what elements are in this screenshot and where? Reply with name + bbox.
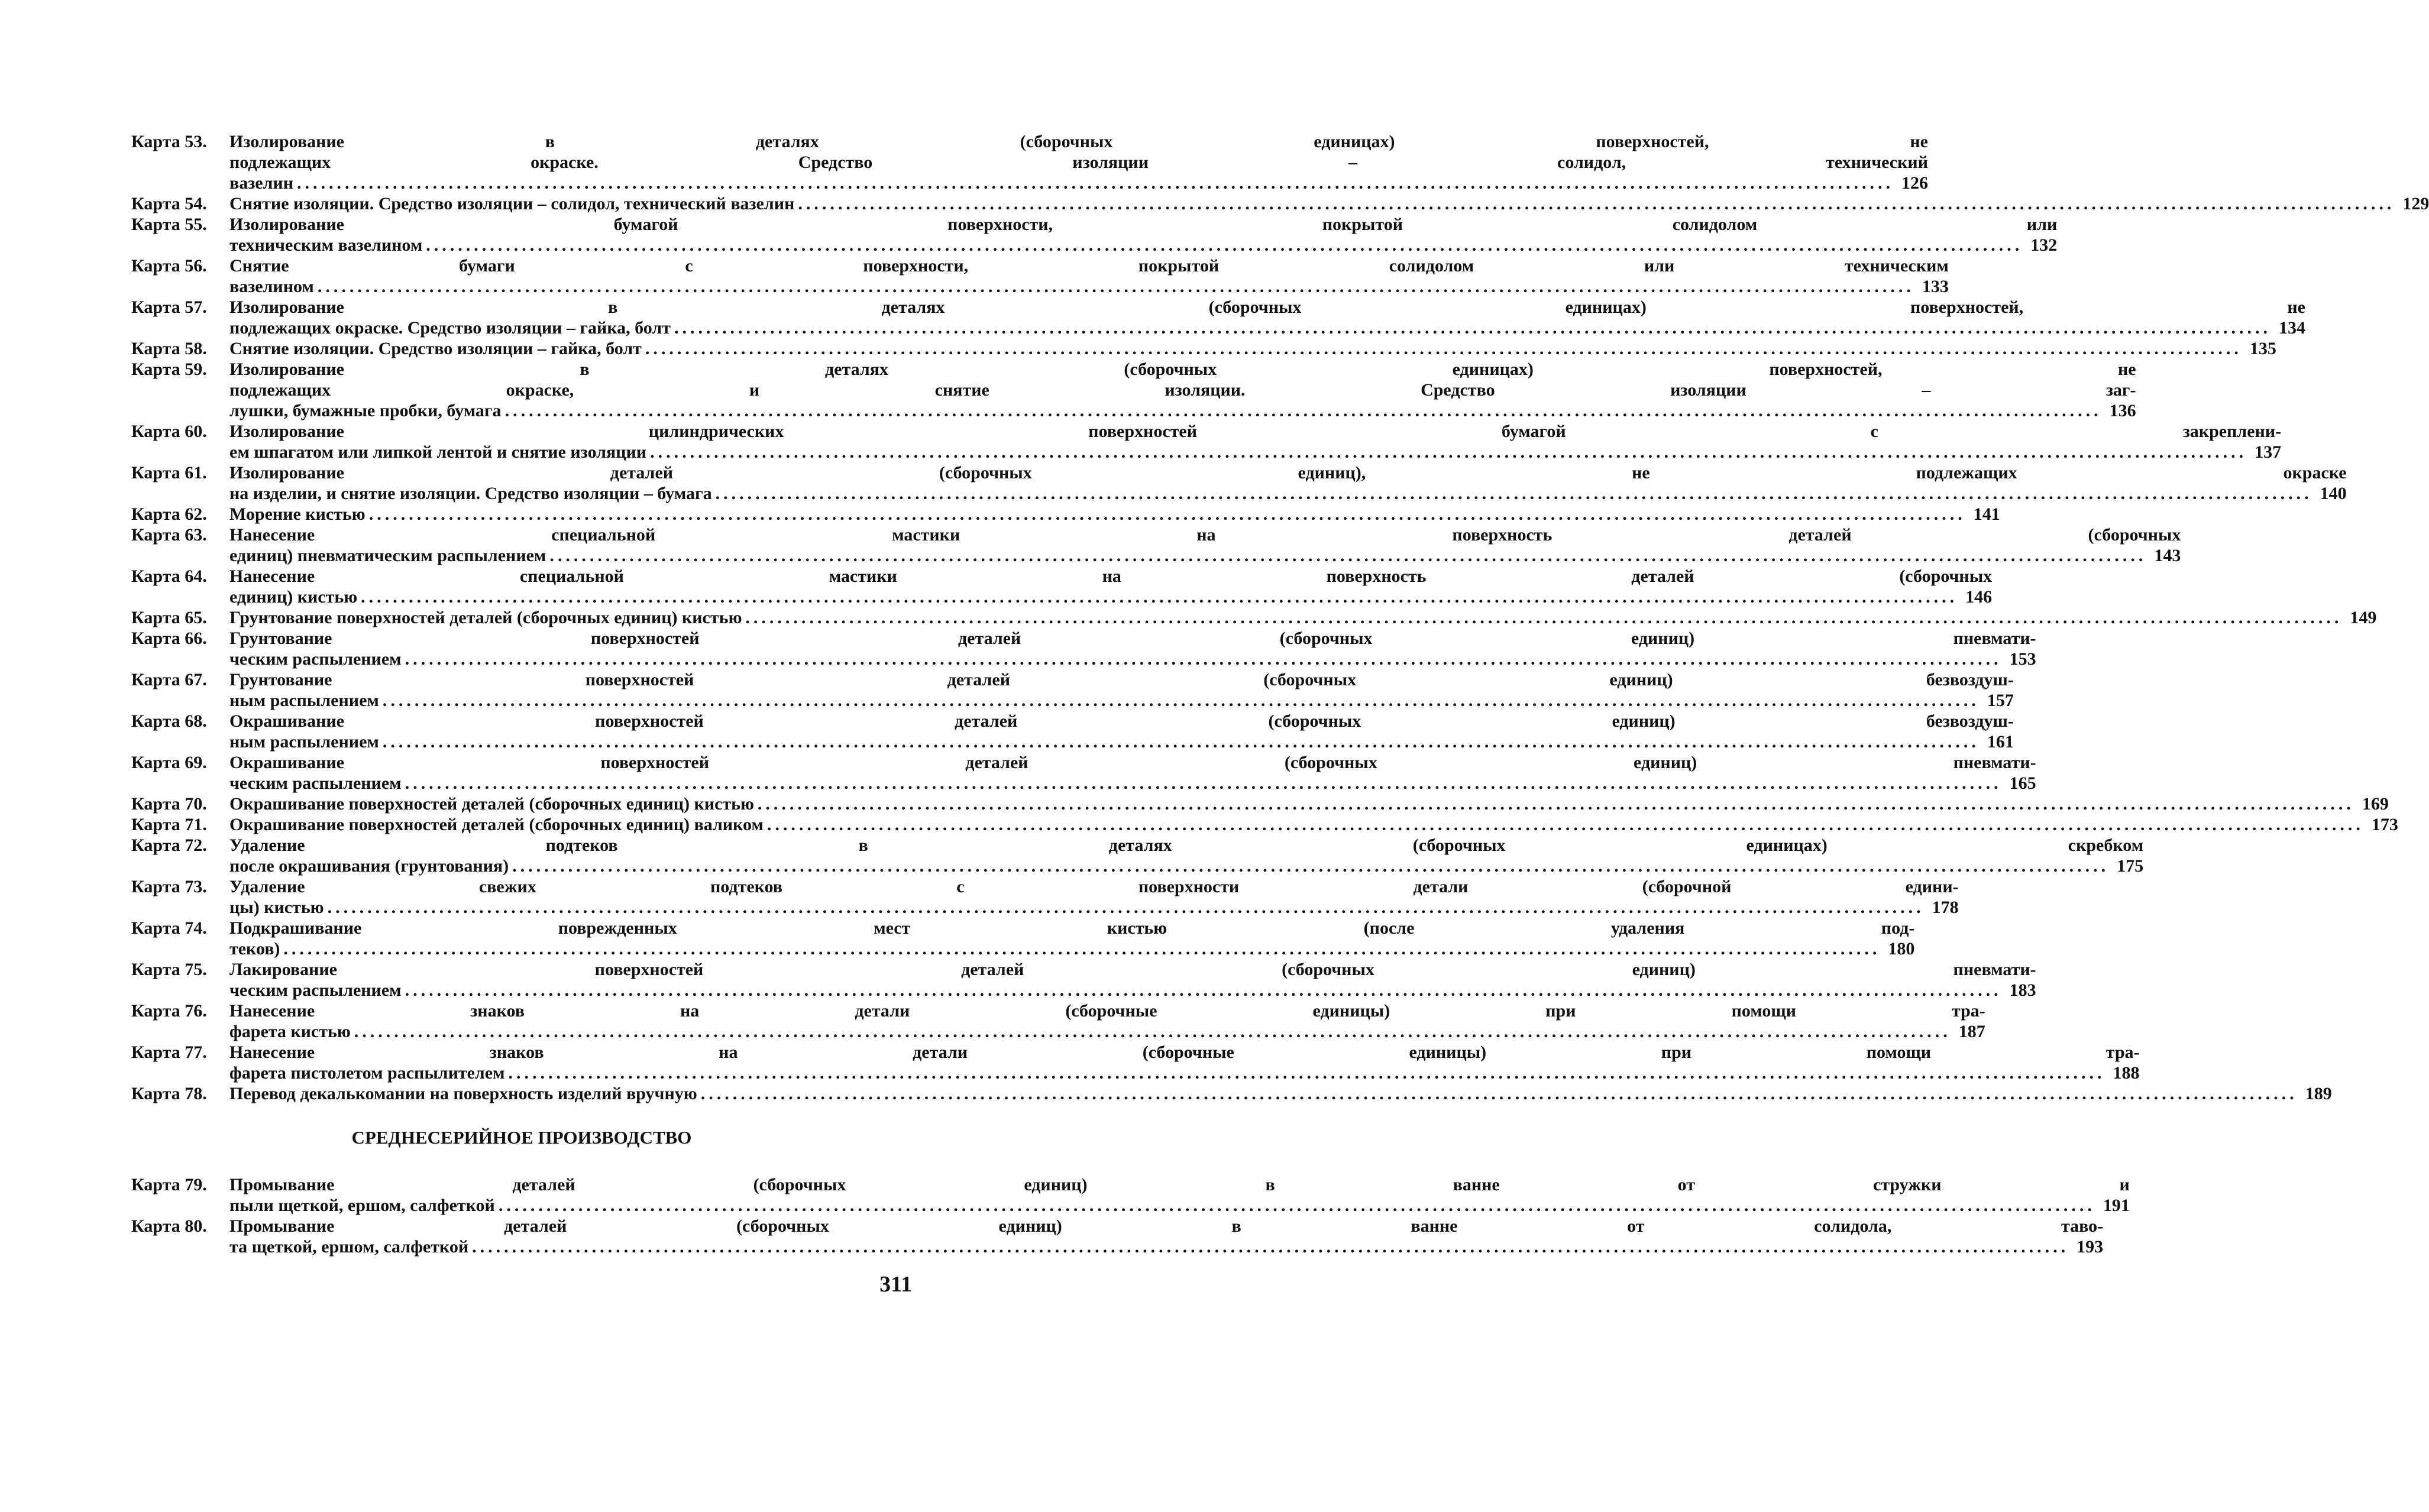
toc-entry-label: Карта 56.: [131, 256, 207, 276]
toc-entry-title-line: фарета пистолетом распылителем: [229, 1063, 505, 1083]
toc-entry-label: Карта 55.: [131, 215, 207, 234]
dot-leader: ........................................................................................................................................................................................................: [327, 898, 1925, 917]
toc-entry-label: Карта 60.: [131, 422, 207, 441]
toc-entry-label: Карта 54.: [131, 194, 207, 213]
toc-entry-page: 126: [1901, 173, 1928, 193]
dot-leader: ........................................................................................................................................................................................................: [798, 194, 2395, 213]
toc-entry-title-line: Морение кистью: [229, 504, 366, 524]
toc-entry: [131, 1083, 2332, 1104]
dot-leader: ........................................................................................................................................................................................................: [504, 401, 2102, 420]
toc-entry-page: 141: [1973, 504, 2000, 524]
toc-entry-title-line: Грунтование поверхностей деталей (сборочных единиц) кистью: [229, 608, 742, 627]
toc-entry-title-line: после окрашивания (грунтования): [229, 856, 509, 876]
toc-entry-title-line: Снятие бумаги с поверхности, покрытой солидолом или техническим: [229, 256, 1949, 276]
dot-leader: ........................................................................................................................................................................................................: [700, 1084, 2298, 1103]
toc-entry-label: Карта 61.: [131, 463, 207, 483]
toc-entry-page: 173: [2371, 815, 2398, 834]
toc-entry: [131, 504, 2000, 524]
toc-section-1: [131, 131, 2429, 1104]
dot-leader: ........................................................................................................................................................................................................: [472, 1237, 2069, 1257]
toc-entry: [131, 462, 2347, 504]
toc-entry-label: Карта 59.: [131, 360, 207, 379]
toc-entry-title-line: Изолирование в деталях (сборочных единицах) поверхностей, не: [229, 360, 2136, 379]
toc-entry-title-line: подлежащих окраске. Средство изоляции – солидол, технический: [229, 153, 1928, 172]
dot-leader: ........................................................................................................................................................................................................: [382, 691, 1980, 710]
toc-entry: [131, 835, 2144, 876]
toc-entry-title-line: Перевод декалькомании на поверхность изделий вручную: [229, 1084, 697, 1103]
toc-entry-title-line: ческим распылением: [229, 773, 402, 793]
toc-entry: [131, 131, 1928, 193]
dot-leader: ........................................................................................................................................................................................................: [650, 442, 2247, 462]
toc-entry-page: 189: [2305, 1084, 2332, 1103]
toc-entry-title-line: Грунтование поверхностей деталей (сборочных единиц) пневмати-: [229, 629, 2036, 648]
dot-leader: ........................................................................................................................................................................................................: [498, 1196, 2095, 1215]
dot-leader: ........................................................................................................................................................................................................: [766, 815, 2364, 834]
toc-entry: [131, 255, 1949, 297]
toc-entry-title-line: ческим распылением: [229, 980, 402, 1000]
toc-entry-title-line: подлежащих окраске, и снятие изоляции. Средство изоляции – заг-: [229, 380, 2136, 400]
dot-leader: ........................................................................................................................................................................................................: [283, 939, 1881, 959]
toc-entry-page: 188: [2113, 1063, 2140, 1083]
toc-entry-title-line: Изолирование цилиндрических поверхностей бумагой с закреплени-: [229, 422, 2282, 441]
toc-entry: [131, 1216, 2104, 1257]
toc-entry: [131, 876, 1959, 918]
toc-entry: [131, 524, 2181, 566]
toc-entry-page: 175: [2117, 856, 2144, 876]
toc-entry-title-line: Промывание деталей (сборочных единиц) в ванне от солидола, таво-: [229, 1216, 2104, 1236]
toc-entry-page: 143: [2154, 546, 2181, 565]
toc-entry-title-line: Окрашивание поверхностей деталей (сборочных единиц) валиком: [229, 815, 764, 834]
toc-entry-title-line: ным распылением: [229, 691, 379, 710]
toc-entry-label: Карта 65.: [131, 608, 207, 627]
dot-leader: ........................................................................................................................................................................................................: [405, 773, 2002, 793]
toc-entry-title-line: Лакирование поверхностей деталей (сборочных единиц) пневмати-: [229, 960, 2036, 979]
toc-entry-title-line: Удаление подтеков в деталях (сборочных единицах) скребком: [229, 836, 2144, 855]
toc-entry: [131, 752, 2036, 794]
toc-entry-title-line: Окрашивание поверхностей деталей (сборочных единиц) кистью: [229, 794, 754, 814]
toc-entry: [131, 918, 1915, 959]
toc-entry-label: Карта 71.: [131, 815, 207, 834]
toc-entry: [131, 794, 2389, 814]
toc-entry-label: Карта 57.: [131, 297, 207, 317]
dot-leader: ........................................................................................................................................................................................................: [368, 504, 1966, 524]
toc-entry: [131, 1174, 2130, 1216]
toc-entry-title-line: лушки, бумажные пробки, бумага: [229, 401, 502, 420]
toc-entry-page: 183: [2009, 980, 2036, 1000]
toc-entry-page: 161: [1987, 732, 2014, 752]
toc-entry-title-line: Изолирование в деталях (сборочных единицах) поверхностей, не: [229, 297, 2305, 317]
toc-entry-page: 193: [2077, 1237, 2104, 1257]
toc-entry-label: Карта 62.: [131, 504, 207, 524]
toc-entry: [131, 1001, 1985, 1042]
dot-leader: ........................................................................................................................................................................................................: [508, 1063, 2105, 1083]
toc-entry-title-line: цы) кистью: [229, 898, 324, 917]
toc-entry-title-line: ным распылением: [229, 732, 379, 752]
dot-leader: ........................................................................................................................................................................................................: [405, 980, 2002, 1000]
toc-entry-label: Карта 67.: [131, 670, 207, 689]
toc-entry-page: 187: [1958, 1022, 1985, 1041]
toc-entry-title-line: вазелином: [229, 277, 314, 296]
toc-entry-label: Карта 66.: [131, 629, 207, 648]
toc-entry-title-line: Окрашивание поверхностей деталей (сборочных единиц) пневмати-: [229, 753, 2036, 772]
toc-entry-label: Карта 76.: [131, 1001, 207, 1021]
toc-entry-title-line: Изолирование деталей (сборочных единиц), не подлежащих окраске: [229, 463, 2347, 483]
toc-entry-title-line: Снятие изоляции. Средство изоляции – солидол, технический вазелин: [229, 194, 795, 213]
toc-entry-page: 132: [2030, 235, 2058, 255]
toc-entry-title-line: Промывание деталей (сборочных единиц) в ванне от стружки и: [229, 1175, 2130, 1194]
toc-section-2: [131, 1174, 2130, 1257]
toc-entry-page: 153: [2009, 649, 2036, 669]
toc-entry-title-line: Удаление свежих подтеков с поверхности детали (сборочной едини-: [229, 877, 1959, 896]
toc-entry-title-line: ческим распылением: [229, 649, 402, 669]
dot-leader: ........................................................................................................................................................................................................: [674, 318, 2271, 338]
toc-entry: [131, 607, 2377, 628]
dot-leader: ........................................................................................................................................................................................................: [354, 1022, 1951, 1041]
toc-entry-label: Карта 75.: [131, 960, 207, 979]
toc-entry-title-line: Снятие изоляции. Средство изоляции – гайка, болт: [229, 339, 642, 358]
toc-entry-title-line: Изолирование в деталях (сборочных единицах) поверхностей, не: [229, 132, 1928, 151]
toc-entry-page: 169: [2362, 794, 2389, 814]
toc-entry: [131, 814, 2398, 835]
toc-entry-label: Карта 63.: [131, 525, 207, 545]
toc-entry-label: Карта 79.: [131, 1175, 207, 1194]
toc-entry-page: 137: [2255, 442, 2282, 462]
toc-entry-page: 165: [2009, 773, 2036, 793]
toc-entry-page: 191: [2103, 1196, 2130, 1215]
toc-entry: [131, 566, 1993, 607]
toc-entry-title-line: Подкрашивание поврежденных мест кистью (после удаления под-: [229, 918, 1915, 938]
toc-entry-title-line: Окрашивание поверхностей деталей (сборочных единиц) безвоздуш-: [229, 711, 2014, 731]
toc-entry: [131, 669, 2014, 711]
toc-entry-label: Карта 78.: [131, 1084, 207, 1103]
toc-entry-label: Карта 68.: [131, 711, 207, 731]
toc-entry-title-line: Изолирование бумагой поверхности, покрытой солидолом или: [229, 215, 2058, 234]
toc-entry-label: Карта 77.: [131, 1042, 207, 1062]
toc-entry-page: 135: [2249, 339, 2276, 358]
toc-entry-label: Карта 70.: [131, 794, 207, 814]
toc-entry-title-line: подлежащих окраске. Средство изоляции – гайка, болт: [229, 318, 671, 338]
toc-entry-title-line: фарета кистью: [229, 1022, 351, 1041]
toc-entry-title-line: Нанесение знаков на детали (сборочные единицы) при помощи тра-: [229, 1042, 2140, 1062]
toc-entry-title-line: пыли щеткой, ершом, салфеткой: [229, 1196, 495, 1215]
toc-entry: [131, 711, 2014, 752]
toc-entry-title-line: вазелин: [229, 173, 293, 193]
toc-entry-title-line: ем шпагатом или липкой лентой и снятие изоляции: [229, 442, 647, 462]
dot-leader: ........................................................................................................................................................................................................: [405, 649, 2002, 669]
toc-entry: [131, 193, 2429, 214]
dot-leader: ........................................................................................................................................................................................................: [645, 339, 2242, 358]
toc-entry-page: 133: [1922, 277, 1949, 296]
toc-entry-label: Карта 72.: [131, 836, 207, 855]
toc-entry: [131, 628, 2036, 669]
toc-entry-label: Карта 53.: [131, 132, 207, 151]
dot-leader: ........................................................................................................................................................................................................: [361, 587, 1958, 607]
toc-entry: [131, 421, 2282, 462]
toc-entry-page: 129: [2402, 194, 2429, 213]
dot-leader: ........................................................................................................................................................................................................: [549, 546, 2147, 565]
toc-entry-title-line: единиц) пневматическим распылением: [229, 546, 546, 565]
toc-entry-page: 149: [2350, 608, 2377, 627]
dot-leader: ........................................................................................................................................................................................................: [317, 277, 1914, 296]
toc-entry-title-line: единиц) кистью: [229, 587, 358, 607]
toc-entry-page: 178: [1932, 898, 1959, 917]
toc-entry-page: 134: [2278, 318, 2305, 338]
toc-entry-title-line: Нанесение специальной мастики на поверхность деталей (сборочных: [229, 566, 1993, 586]
toc-entry: [131, 359, 2136, 421]
dot-leader: ........................................................................................................................................................................................................: [296, 173, 1894, 193]
toc-entry-label: Карта 69.: [131, 753, 207, 772]
toc-entry-label: Карта 73.: [131, 877, 207, 896]
section-heading: СРЕДНЕСЕРИЙНОЕ ПРОИЗВОДСТВО: [351, 1127, 692, 1148]
page-number: 311: [879, 1272, 912, 1297]
toc-entry-title-line: Нанесение знаков на детали (сборочные единицы) при помощи тра-: [229, 1001, 1985, 1021]
dot-leader: ........................................................................................................................................................................................................: [426, 235, 2023, 255]
toc-entry-title-line: Нанесение специальной мастики на поверхность деталей (сборочных: [229, 525, 2181, 545]
toc-entry-title-line: та щеткой, ершом, салфеткой: [229, 1237, 469, 1257]
toc-entry-label: Карта 80.: [131, 1216, 207, 1236]
toc-entry-label: Карта 64.: [131, 566, 207, 586]
toc-entry-label: Карта 74.: [131, 918, 207, 938]
toc-entry-title-line: теков): [229, 939, 280, 959]
dot-leader: ........................................................................................................................................................................................................: [715, 484, 2312, 503]
dot-leader: ........................................................................................................................................................................................................: [745, 608, 2343, 627]
toc-entry: [131, 338, 2276, 359]
toc-entry-label: Карта 58.: [131, 339, 207, 358]
toc-entry-page: 140: [2320, 484, 2347, 503]
dot-leader: ........................................................................................................................................................................................................: [382, 732, 1980, 752]
toc-entry-page: 146: [1965, 587, 1993, 607]
dot-leader: ........................................................................................................................................................................................................: [757, 794, 2354, 814]
toc-entry: [131, 214, 2058, 255]
toc-entry-title-line: техническим вазелином: [229, 235, 423, 255]
toc-entry-title-line: Грунтование поверхностей деталей (сборочных единиц) безвоздуш-: [229, 670, 2014, 689]
toc-entry-page: 157: [1987, 691, 2014, 710]
toc-entry-page: 136: [2109, 401, 2136, 420]
toc-entry: [131, 1042, 2140, 1083]
toc-entry: [131, 297, 2305, 338]
toc-entry: [131, 959, 2036, 1001]
toc-entry-title-line: на изделии, и снятие изоляции. Средство изоляции – бумага: [229, 484, 712, 503]
dot-leader: ........................................................................................................................................................................................................: [512, 856, 2110, 876]
toc-entry-page: 180: [1888, 939, 1915, 959]
